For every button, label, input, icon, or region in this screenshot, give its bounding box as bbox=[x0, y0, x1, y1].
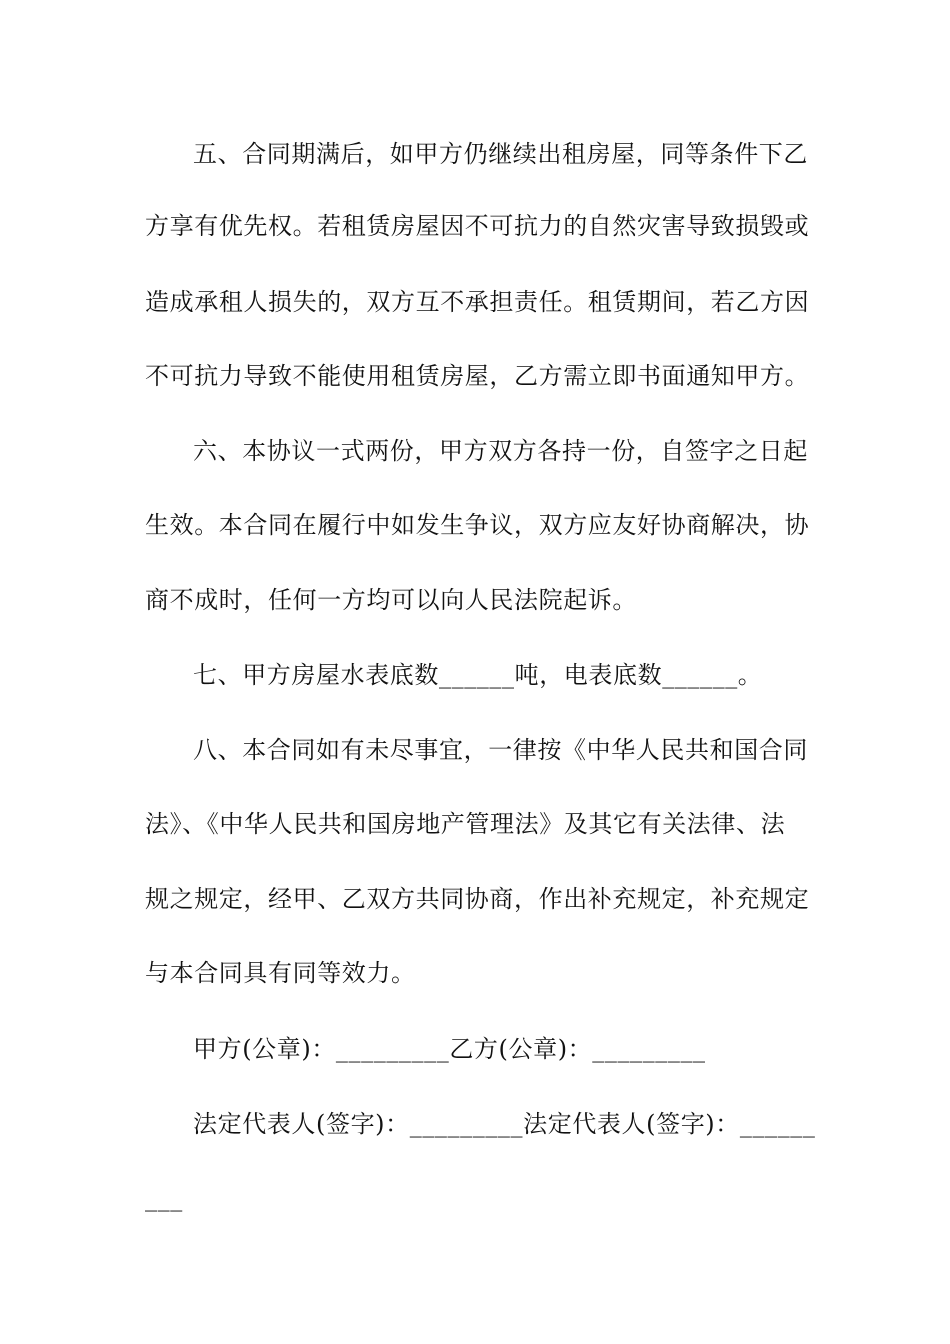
clause-8-line-1: 八、本合同如有未尽事宜，一律按《中华人民共和国合同 bbox=[193, 736, 808, 764]
clause-5-line-3: 造成承租人损失的，双方互不承担责任。租赁期间，若乙方因 bbox=[145, 288, 810, 316]
clause-8-line-2: 法》、《中华人民共和国房地产管理法》及其它有关法律、法 bbox=[145, 810, 786, 838]
signature-continuation-line: ___ bbox=[145, 1184, 183, 1212]
clause-6-line-1: 六、本协议一式两份，甲方双方各持一份，自签字之日起 bbox=[193, 437, 808, 465]
clause-6-line-2: 生效。本合同在履行中如发生争议，双方应友好协商解决，协 bbox=[145, 511, 810, 539]
clause-5-line-4: 不可抗力导致不能使用租赁房屋，乙方需立即书面通知甲方。 bbox=[145, 362, 810, 390]
clause-7-meter-readings: 七、甲方房屋水表底数______吨，电表底数______。 bbox=[193, 661, 763, 689]
clause-6-line-3: 商不成时，任何一方均可以向人民法院起诉。 bbox=[145, 586, 637, 614]
clause-8-line-3: 规之规定，经甲、乙双方共同协商，作出补充规定，补充规定 bbox=[145, 885, 810, 913]
clause-5-line-2: 方享有优先权。若租赁房屋因不可抗力的自然灾害导致损毁或 bbox=[145, 212, 810, 240]
clause-8-line-4: 与本合同具有同等效力。 bbox=[145, 959, 416, 987]
legal-representative-line: 法定代表人(签字)：_________法定代表人(签字)：______ bbox=[193, 1110, 816, 1138]
clause-5-line-1: 五、合同期满后，如甲方仍继续出租房屋，同等条件下乙 bbox=[193, 140, 808, 168]
party-seal-line: 甲方(公章)：_________乙方(公章)：_________ bbox=[193, 1035, 706, 1063]
